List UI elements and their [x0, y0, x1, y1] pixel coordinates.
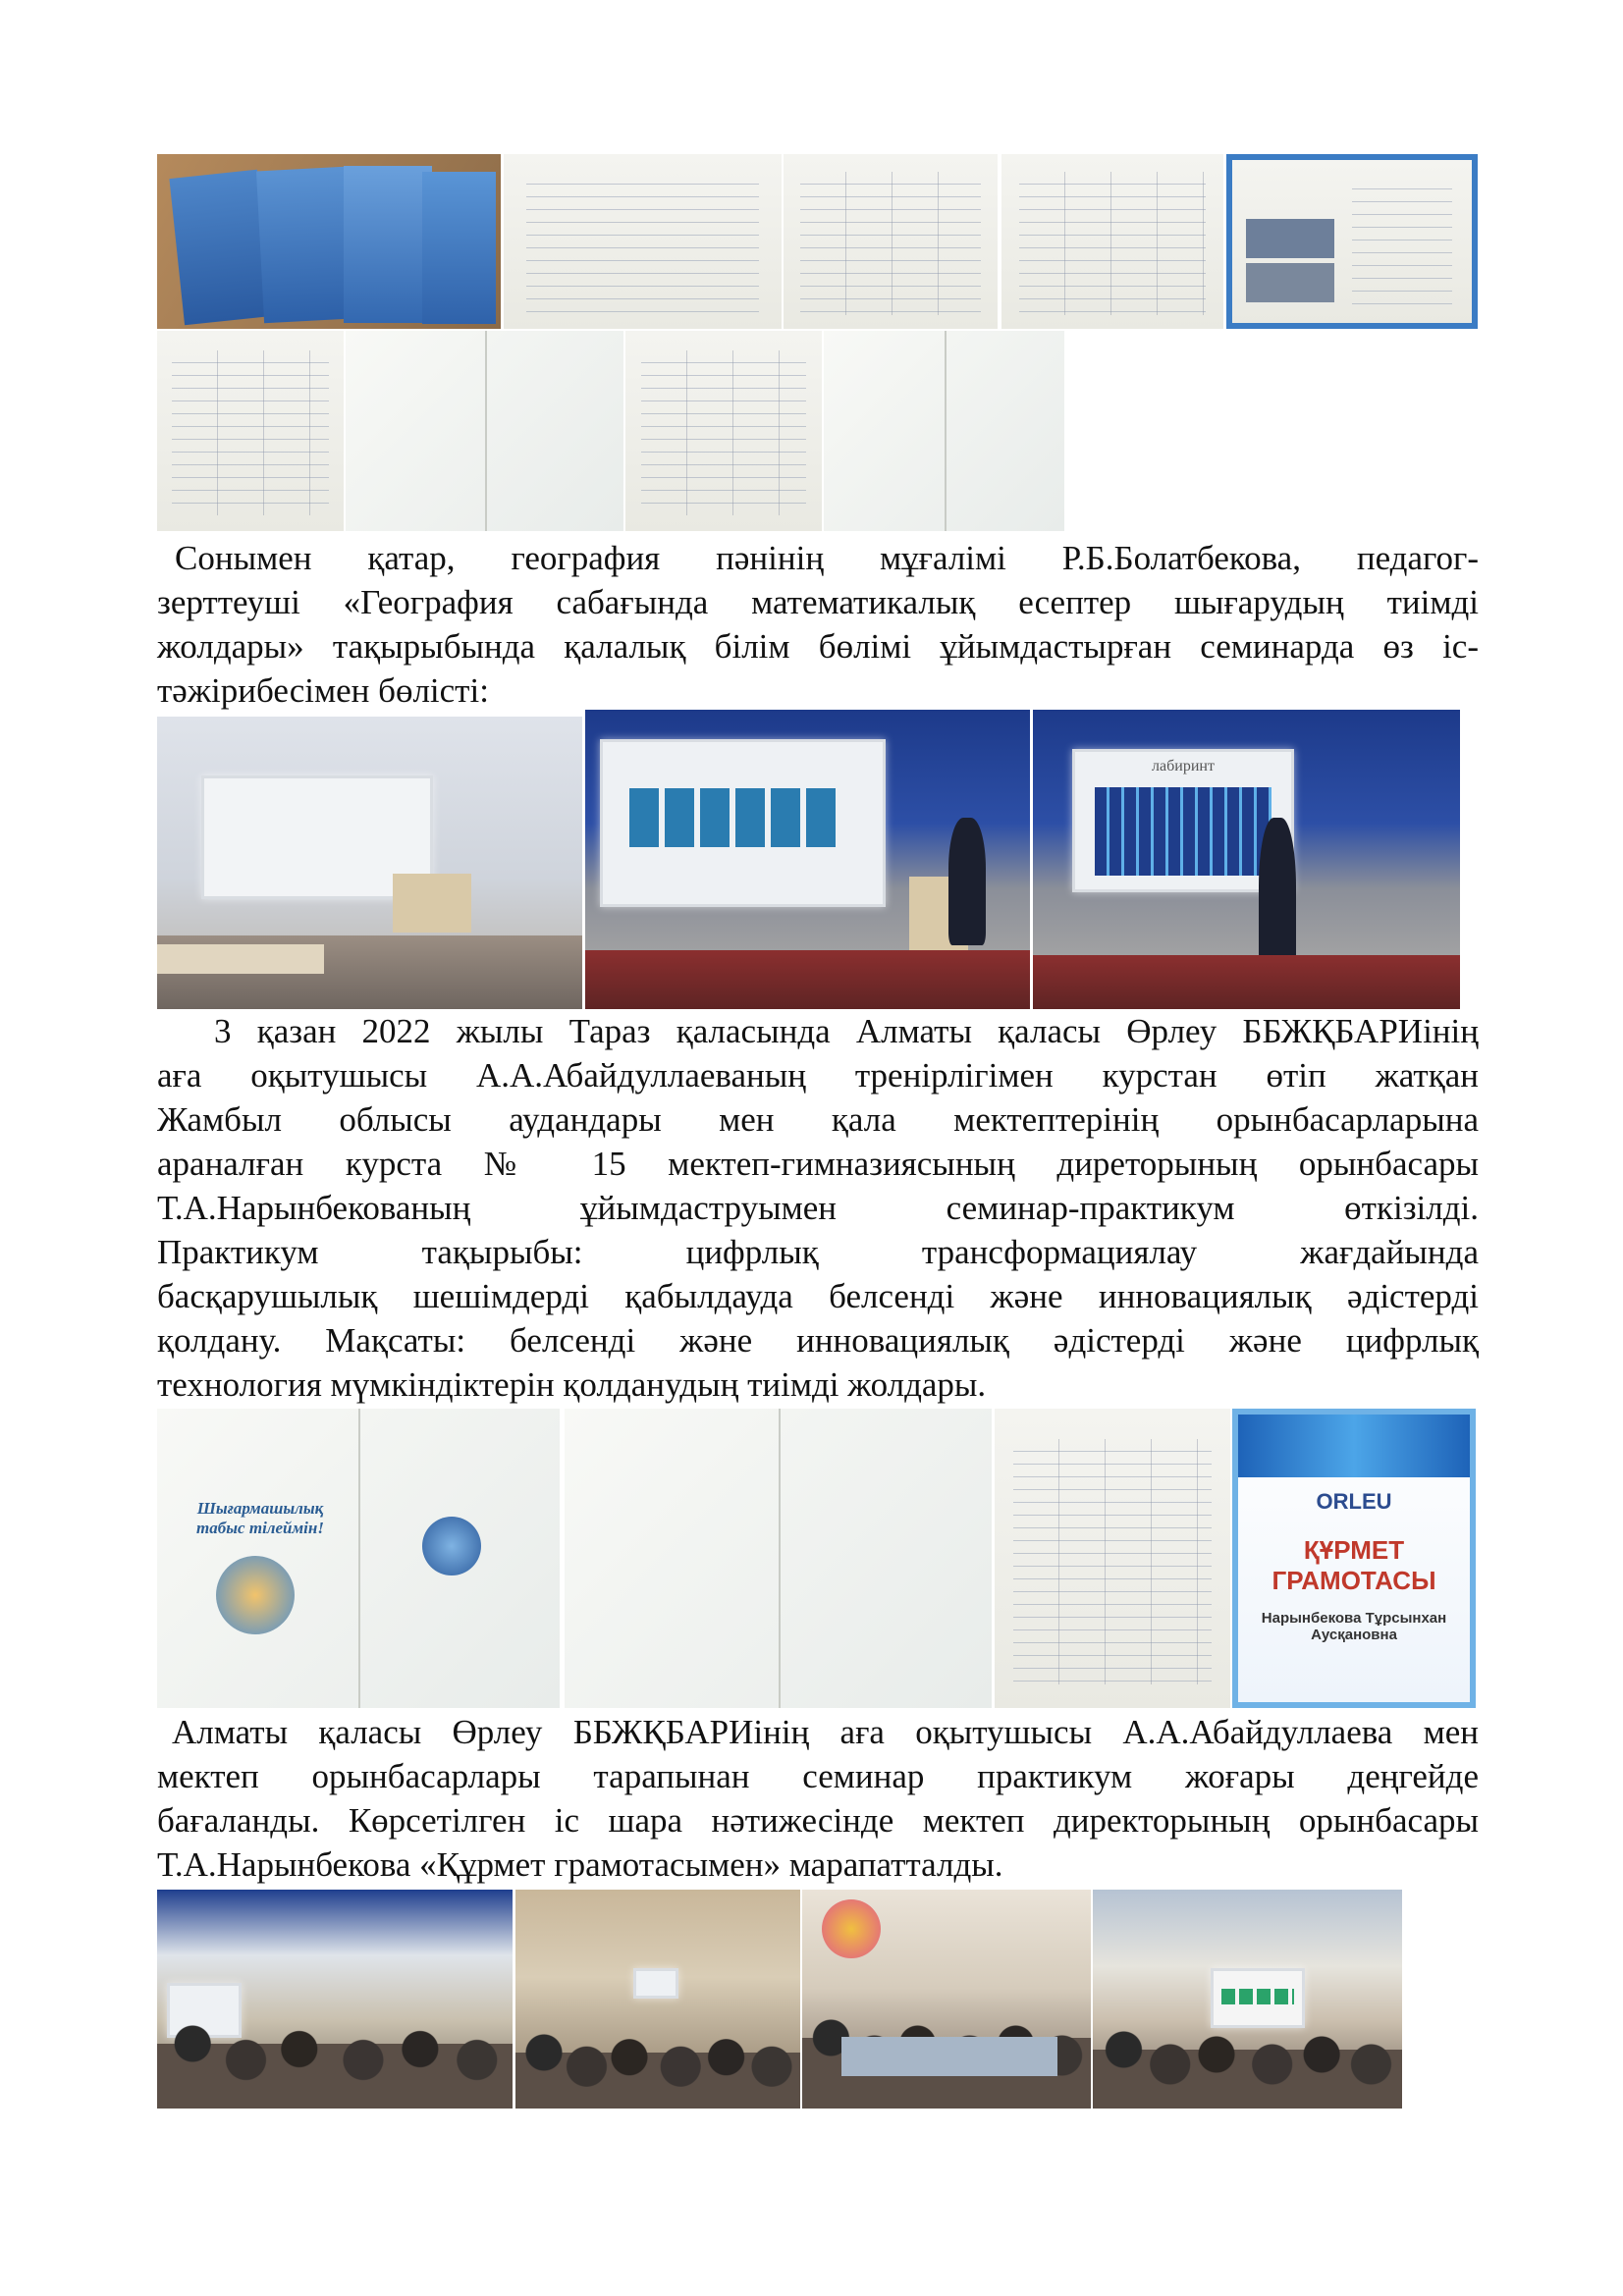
- photo-booklet-page: [824, 331, 1064, 531]
- photo-seminar-hall: [157, 717, 582, 1009]
- photo-attendance-sheet: [1001, 154, 1223, 329]
- photo-booklet-cover: [157, 1409, 560, 1708]
- photo-honor-certificate: [1232, 1409, 1476, 1708]
- photo-attendance-sheet: [784, 154, 998, 329]
- certificate-awardee: Нарынбекова Тұрсынхан Аусқановна: [1261, 1610, 1447, 1644]
- photo-speaker-presentation: [585, 710, 1030, 1009]
- photo-booklet-page: [346, 331, 623, 531]
- paragraph-2: 3 қазан 2022 жылы Тараз қаласында Алматы қаласы Өрлеу ББЖҚБАРИінің аға оқытушысы А.А.Абайдуллаеваның тренірлігімен курстан өтіп жатқан Жамбыл облысы аудандары мен қала мектептерінің орынбасарларына араналған курста № 15 мектеп-гимназиясының диреторының орынбасары Т.А.Нарынбекованың ұйымдаструымен семинар-практикум өткізілді. Практикум тақырыбы: цифрлық трансформациялау жағдайында басқарушылық шешімдерді қабылдауда белсенді және инновациялық әдістерді қолдану. Мақсаты: белсенді және инновациялық әдістерді және цифрлық технология мүмкіндіктерін қолданудың тиімді жолдары.: [157, 1012, 1479, 1404]
- photo-program-booklet: [565, 1409, 992, 1708]
- photo-program-page: [1226, 154, 1478, 329]
- slide-title: лабиринт: [1152, 758, 1215, 774]
- photo-labyrinth-slide: [1033, 710, 1460, 1009]
- photo-audience-hall: [157, 1890, 513, 2109]
- photo-attendance-sheet: [157, 331, 344, 531]
- photo-presidium-table: [802, 1890, 1091, 2109]
- photo-folders: [157, 154, 501, 329]
- photo-corridor-seating: [515, 1890, 800, 2109]
- paragraph-3: Алматы қаласы Өрлеу ББЖҚБАРИінің аға оқытушысы А.А.Абайдуллаева мен мектеп орынбасарлары тарапынан семинар практикум жоғары деңгейде бағаланды. Көрсетілген іс шара нәтижесінде мектеп директорының орынбасары Т.А.Нарынбекова «Құрмет грамотасымен» марапатталды.: [157, 1713, 1479, 1884]
- certificate-logo: ORLEU: [1316, 1489, 1392, 1515]
- paragraph-1: Сонымен қатар, география пәнінің мұғалімі Р.Б.Болатбекова, педагог- зерттеуші «География сабағында математикалық есептер шығарудың тиімді жолдары» тақырыбында қалалық білім бөлімі ұйымдастырған семинарда өз іс- тәжірибесімен бөлісті:: [157, 539, 1479, 710]
- photo-presentation-audience: [1093, 1890, 1402, 2109]
- photo-attendance-sheet: [995, 1409, 1230, 1708]
- photo-attendance-sheet: [625, 331, 822, 531]
- photo-document-page: [504, 154, 782, 329]
- certificate-title: ҚҰРМЕТ ГРАМОТАСЫ: [1271, 1535, 1436, 1596]
- booklet-cover-text: Шығармашылық табыс тілеймін!: [196, 1499, 324, 1537]
